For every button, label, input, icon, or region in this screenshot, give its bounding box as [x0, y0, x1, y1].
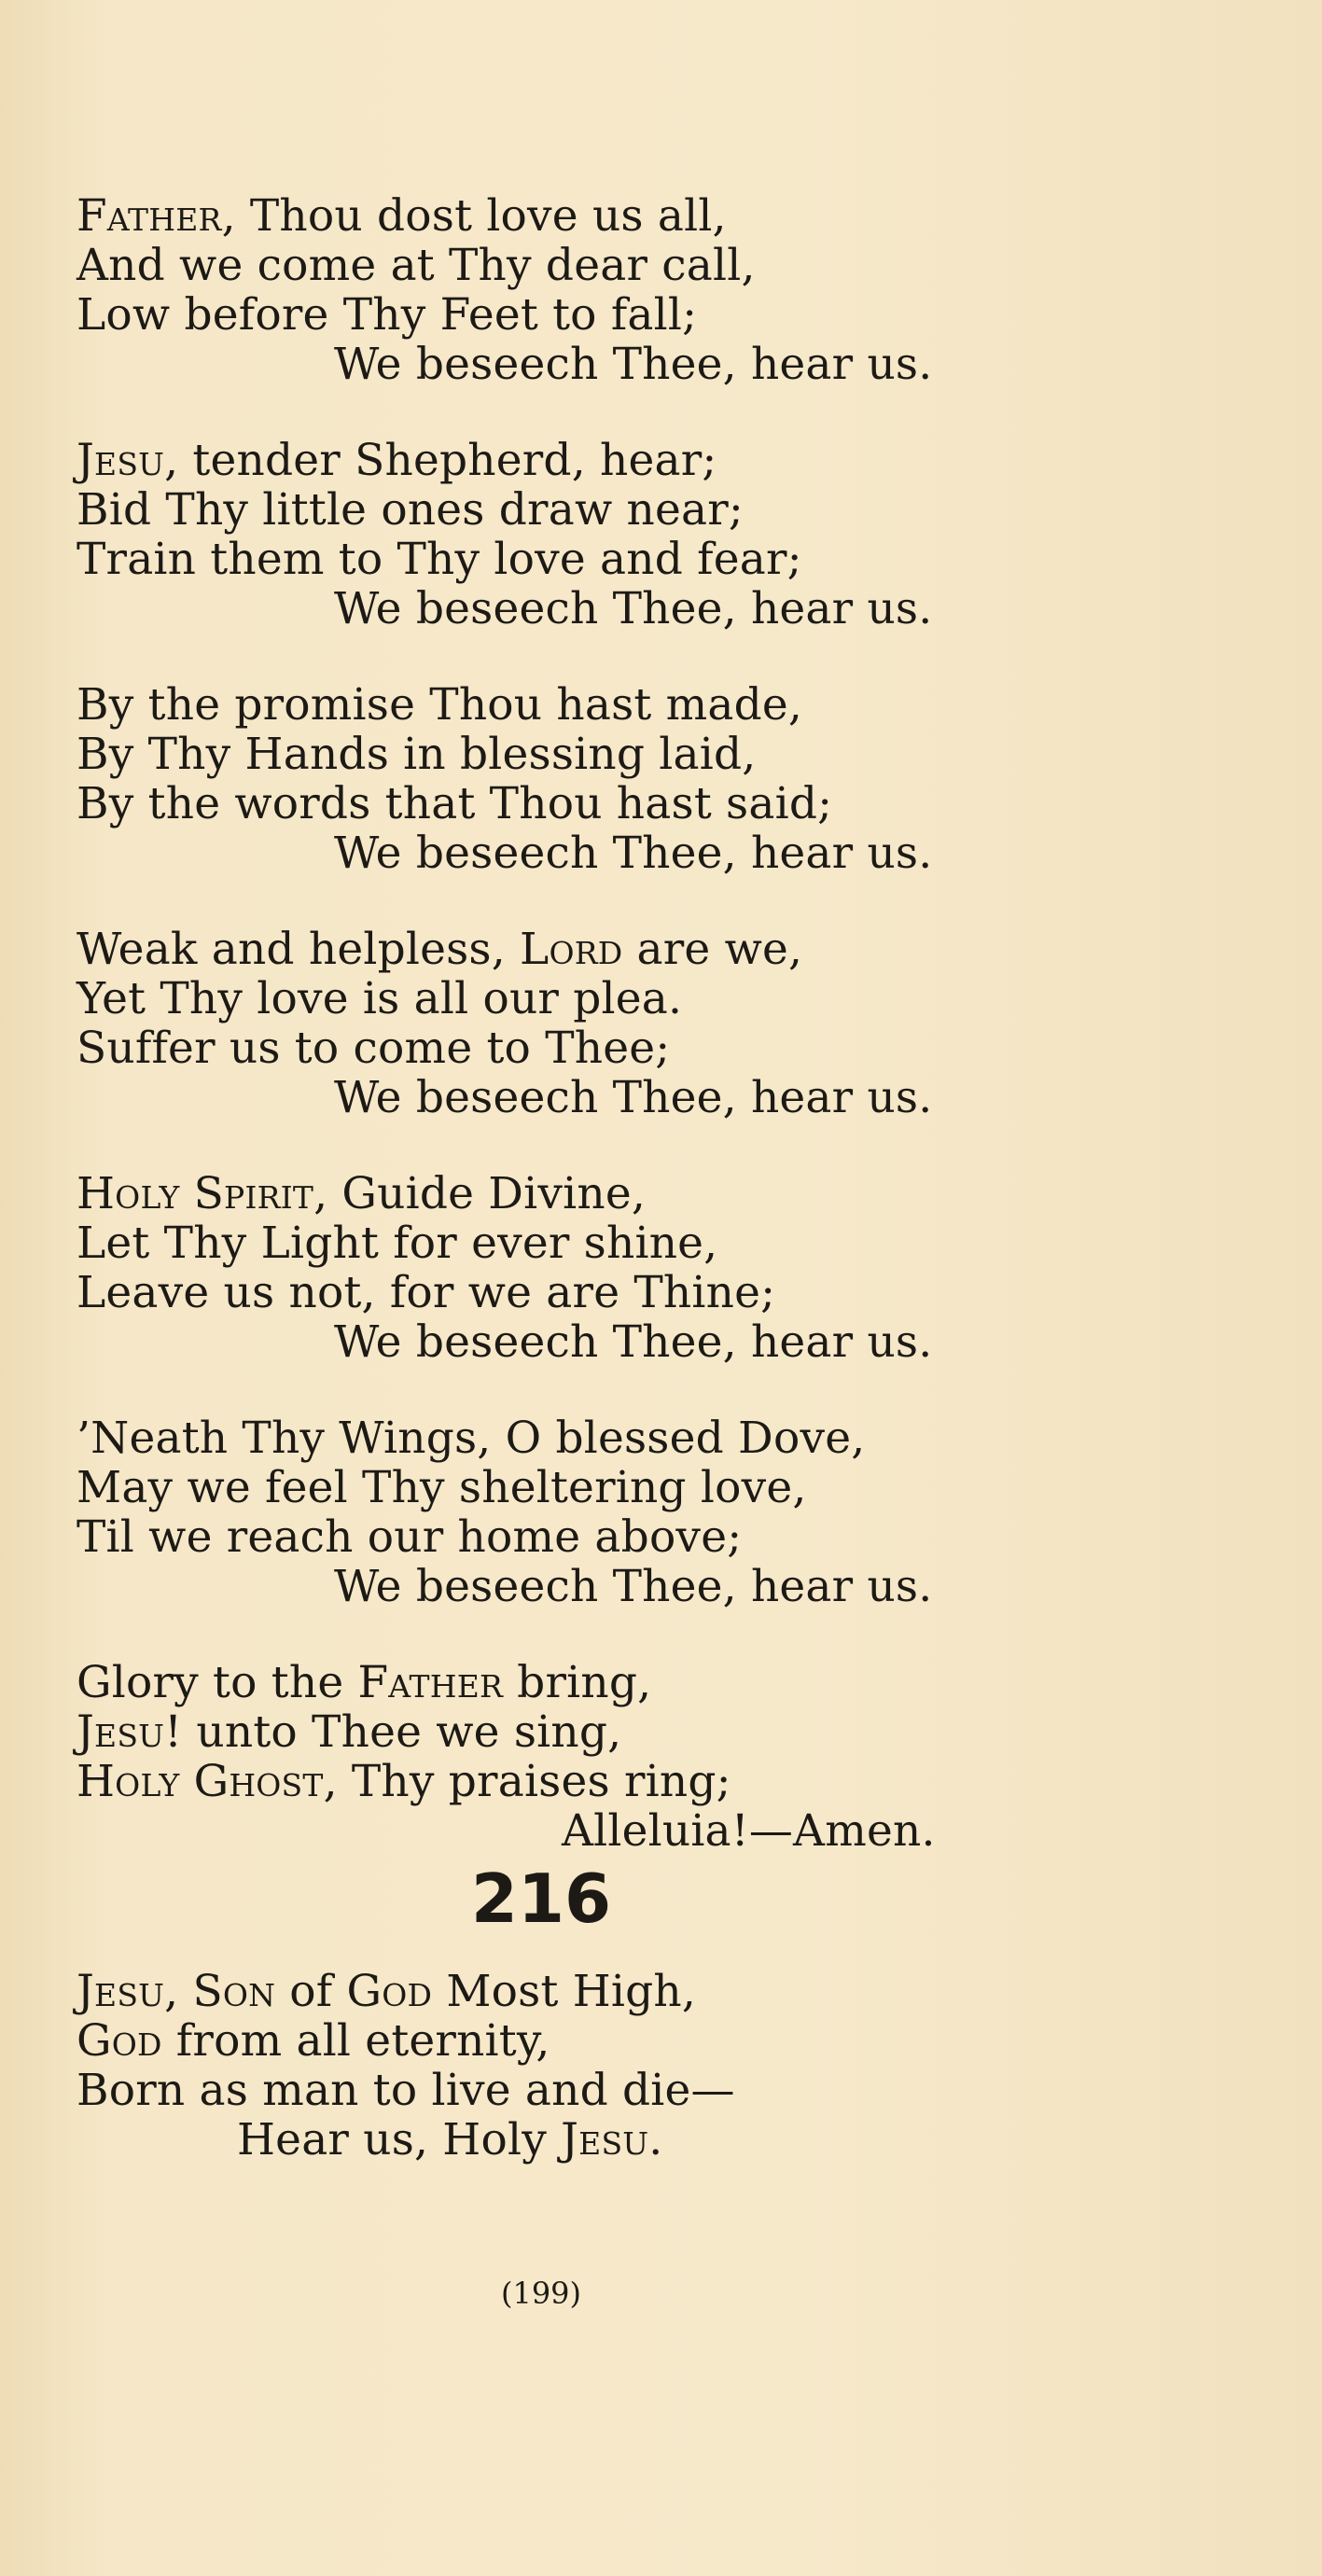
hymn-216-stanza: [77, 1967, 1252, 2165]
stanza-line: Let Thy Light for ever shine,: [77, 1218, 718, 1269]
line-text: , Thou dost love us all,: [221, 190, 727, 242]
line-text: Glory to the: [77, 1657, 358, 1708]
stanza-6: [77, 1413, 1252, 1611]
line-text: Hear us, Holy: [237, 2114, 562, 2165]
line-text: Weak and helpless,: [77, 924, 521, 975]
refrain-line: We beseech Thee, hear us.: [334, 1316, 933, 1368]
line-text: .: [648, 2114, 663, 2165]
line-text: Most High,: [432, 1966, 697, 2017]
small-caps-word: Son: [192, 1966, 276, 2017]
stanza-line: [77, 1169, 1252, 1218]
small-caps-word: Jesu: [77, 435, 165, 486]
line-text: of: [275, 1966, 347, 2017]
hymn-215-continuation: [77, 191, 1252, 1902]
stanza-line: [77, 2016, 1252, 2066]
line-text: , Thy praises ring;: [323, 1756, 731, 1807]
stanza-line: [77, 1658, 1252, 1707]
refrain-line: [77, 2115, 1252, 2165]
refrain-line: We beseech Thee, hear us.: [334, 339, 933, 390]
small-caps-word: God: [346, 1966, 433, 2017]
stanza-line: [77, 1967, 1252, 2016]
line-text: are we,: [622, 924, 803, 975]
stanza-line: By the promise Thou hast made,: [77, 679, 803, 731]
line-text: , Guide Divine,: [313, 1168, 646, 1219]
line-text: bring,: [503, 1657, 652, 1708]
stanza-7: [77, 1658, 1252, 1856]
hymn-number: 216: [470, 1859, 612, 1938]
stanza-5: [77, 1169, 1252, 1367]
stanza-line: [77, 436, 1252, 485]
stanza-line: Yet Thy love is all our plea.: [77, 973, 683, 1024]
stanza-line: Train them to Thy love and fear;: [77, 534, 802, 585]
small-caps-word: Lord: [520, 924, 623, 975]
stanza-line: [77, 1757, 1252, 1806]
stanza-line: Leave us not, for we are Thine;: [77, 1267, 776, 1318]
stanza-line: By the words that Thou hast said;: [77, 778, 833, 829]
stanza-line: Bid Thy little ones draw near;: [77, 484, 744, 536]
stanza-line: Born as man to live and die—: [77, 2065, 735, 2116]
stanza-line: [77, 925, 1252, 974]
page-number: (199): [500, 2276, 582, 2311]
stanza-line: Suffer us to come to Thee;: [77, 1023, 671, 1074]
stanza-line: [77, 1707, 1252, 1757]
refrain-line: Alleluia!—Amen.: [562, 1805, 936, 1857]
refrain-line: We beseech Thee, hear us.: [334, 828, 933, 879]
small-caps-word: Father: [357, 1657, 504, 1708]
stanza-line: [77, 191, 1252, 241]
refrain-line: We beseech Thee, hear us.: [334, 1561, 933, 1612]
stanza-line: Low before Thy Feet to fall;: [77, 289, 698, 341]
stanza-line: And we come at Thy dear call,: [77, 240, 756, 291]
small-caps-word: Jesu: [77, 1706, 165, 1758]
refrain-line: We beseech Thee, hear us.: [334, 583, 933, 634]
small-caps-word: Holy Ghost: [77, 1756, 324, 1807]
line-text: , tender Shepherd, hear;: [164, 435, 717, 486]
stanza-2: [77, 436, 1252, 634]
stanza-line: May we feel Thy sheltering love,: [77, 1462, 807, 1513]
stanza-4: [77, 925, 1252, 1122]
small-caps-word: Jesu: [77, 1966, 165, 2017]
refrain-line: We beseech Thee, hear us.: [334, 1072, 933, 1123]
stanza-line: By Thy Hands in blessing laid,: [77, 729, 757, 780]
stanza-line: Til we reach our home above;: [77, 1511, 743, 1563]
line-text: from all eternity,: [161, 2015, 550, 2067]
small-caps-word: God: [77, 2015, 162, 2067]
line-text: ! unto Thee we sing,: [164, 1706, 622, 1758]
small-caps-word: Holy Spirit: [77, 1168, 314, 1219]
small-caps-word: Jesu: [561, 2114, 649, 2165]
small-caps-word: Father: [77, 190, 222, 242]
line-text: ,: [164, 1966, 193, 2017]
stanza-line: ’Neath Thy Wings, O blessed Dove,: [77, 1413, 866, 1464]
stanza-3: [77, 680, 1252, 878]
stanza-1: [77, 191, 1252, 389]
